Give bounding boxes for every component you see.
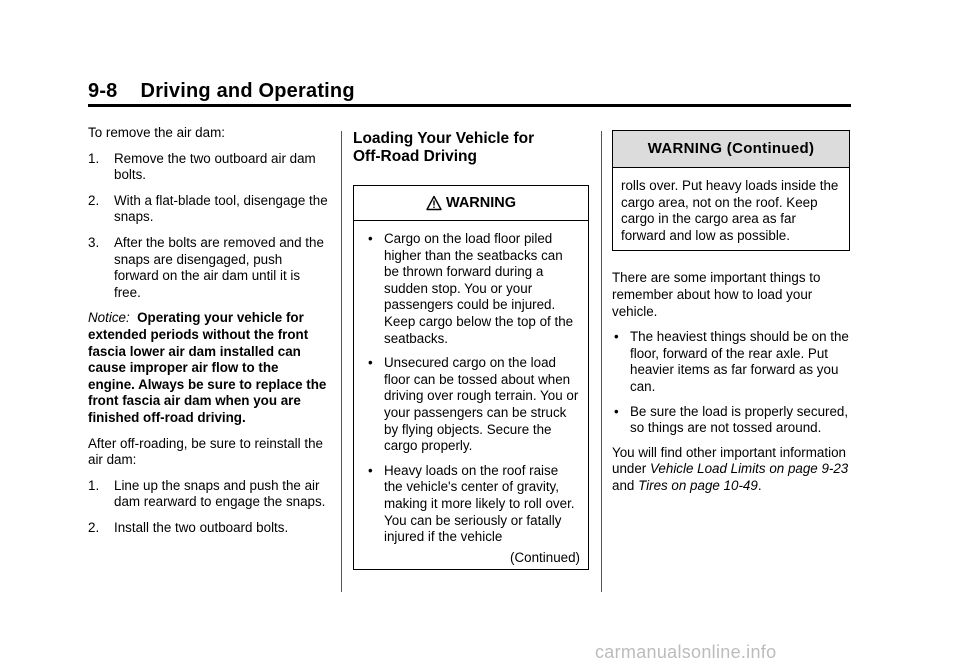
page-number: 9-8 — [88, 80, 118, 102]
notice-label: Notice: — [88, 310, 130, 326]
link-tires[interactable]: Tires on page 10-49 — [638, 477, 758, 493]
bullet-icon: • — [368, 462, 373, 478]
remove-intro: To remove the air dam: — [88, 125, 225, 140]
load-intro: There are some important things to remember about how to load your vehicle. — [612, 270, 821, 319]
list-item: • Unsecured cargo on the load floor can be tossed about when driving over rough terrain. You or your passengers can be struck by flying objects. Secure the cargo properly. — [368, 355, 579, 454]
column-1 — [88, 125, 328, 545]
link-vehicle-load-limits[interactable]: Vehicle Load Limits on page 9-23 — [649, 461, 849, 477]
bullet-icon: • — [614, 403, 619, 419]
warning-triangle-icon — [426, 195, 442, 211]
bullet-icon: • — [614, 329, 619, 345]
warning-header — [354, 186, 588, 221]
section-name: Driving and Operating — [140, 80, 355, 102]
list-item: • The heaviest things should be on the floor, forward of the rear axle. Put heavier items as far forward as you can. — [614, 329, 849, 394]
list-item: 1. Line up the snaps and push the air dam rearward to engage the snaps. — [88, 477, 326, 510]
column-2 — [353, 130, 589, 570]
list-item: 2. With a flat-blade tool, disengage the snaps. — [88, 192, 328, 225]
notice-text: Operating your vehicle for extended periods without the front fascia lower air dam installed can cause improper air flow to the engine. Always be sure to replace the front fascia air dam when you are finished off-road driving. — [88, 310, 327, 425]
section-title: Loading Your Vehicle for Off-Road Driving — [353, 130, 535, 165]
warning-title: WARNING — [445, 194, 517, 211]
remove-steps — [88, 151, 328, 302]
page-title — [88, 80, 851, 103]
bullet-icon: • — [368, 231, 373, 246]
install-steps — [88, 478, 328, 537]
column-3 — [612, 130, 850, 504]
more-info: You will find other important information under Vehicle Load Limits on page 9-23 and Tires on page 10-49. — [612, 444, 849, 493]
page-header — [88, 80, 851, 106]
bullet-icon: • — [368, 355, 373, 371]
column-divider-left — [341, 131, 342, 592]
column-divider-right — [601, 131, 602, 592]
warning-continued-body: rolls over. Put heavy loads inside the cargo area, not on the roof. Keep cargo in the cargo area as far forward and low as possible. — [621, 178, 839, 243]
list-item: • Cargo on the load floor piled higher than the seatbacks can be thrown forward during a sudden stop. You or your passengers could be injured. Keep cargo below the top of the seatbacks. — [368, 231, 574, 346]
list-item: 1. Remove the two outboard air dam bolts. — [88, 150, 316, 183]
list-item: • Be sure the load is properly secured, so things are not tossed around. — [614, 403, 849, 436]
watermark: carmanualsonline.info — [595, 642, 777, 662]
notice — [88, 310, 328, 426]
warning-continued-box — [612, 130, 850, 251]
header-rule — [88, 104, 851, 107]
list-item: 2. Install the two outboard bolts. — [88, 519, 289, 535]
install-intro: After off-roading, be sure to reinstall the air dam: — [88, 435, 323, 468]
list-item: 3. After the bolts are removed and the snaps are disengaged, push forward on the air dam until it is free. — [88, 234, 324, 300]
warning-continued-header: WARNING (Continued) — [613, 131, 849, 168]
continued-label: (Continued) — [510, 549, 580, 565]
warning-box — [353, 185, 589, 570]
list-item: • Heavy loads on the roof raise the vehicle's center of gravity, making it more likely to roll over. You can be seriously or fatally injured if the vehicle — [368, 462, 575, 545]
warning-body — [354, 221, 588, 569]
